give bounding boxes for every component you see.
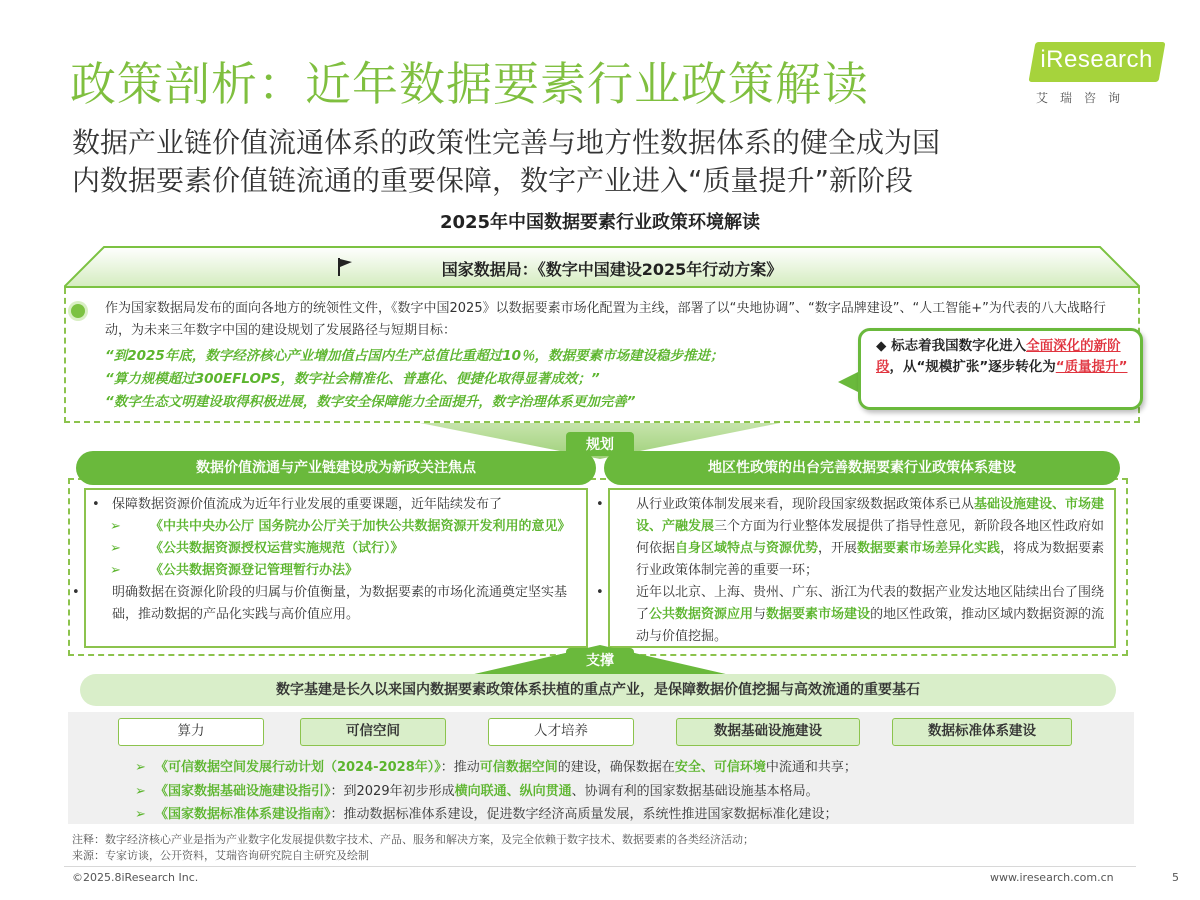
callout-text (876, 336, 1138, 378)
national-quote-3: “数字生态文明建设取得积极进展，数字安全保障能力全面提升，数字治理体系更加完善” (105, 394, 636, 410)
iresearch-logo (1030, 40, 1165, 110)
right-b1-text-3: ，开展 (818, 541, 858, 556)
bullet-icon: • (596, 585, 604, 600)
right-bullet-2 (596, 582, 1110, 648)
left-bullet-1-text: 保障数据资源价值流成为近年行业发展的重要课题，近年陆续发布了 (112, 497, 503, 512)
left-doc-1-text: 《中共中央办公厅 国务院办公厅关于加快公共数据资源开发利用的意见》 (150, 519, 571, 534)
infra-computing: 算力 (118, 718, 264, 746)
notes (72, 832, 754, 864)
right-b1-text-1: 从行业政策体制发展来看，现阶段国家级数据政策体系已从 (636, 497, 975, 512)
left-column-content (72, 494, 582, 626)
diamond-bullet-icon: ◆ (876, 338, 892, 354)
subtitle (72, 124, 1132, 200)
left-doc-1 (92, 516, 582, 538)
right-bullet-1 (596, 494, 1110, 582)
source-text: 来源：专家访谈，公开资料，艾瑞咨询研究院自主研究及绘制 (72, 849, 369, 862)
right-column-header: 地区性政策的出台完善数据要素行业政策体系建设 (604, 451, 1120, 485)
infra-data-standards: 数据标准体系建设 (892, 718, 1072, 746)
bullet-icon: • (596, 497, 604, 512)
infra-trusted-space: 可信空间 (300, 718, 446, 746)
callout-highlight-2: “质量提升” (1055, 359, 1128, 375)
right-b2-text-3: 的地区性政策，推动区域内数据资源的流动与价值挖掘。 (636, 607, 1105, 644)
infra-line-1-post: 中流通和共享； (765, 760, 857, 775)
section-title: 2025年中国数据要素行业政策环境解读 (439, 212, 761, 233)
website-link[interactable]: www.iresearch.com.cn (990, 871, 1114, 884)
infra-line-2-mid: 、协调有利的国家数据基础设施基本格局。 (571, 784, 819, 799)
callout-part-2: ，从“规模扩张”逐步转化为 (889, 359, 1056, 375)
right-b1-highlight-3: 数据要素市场差异化实践 (857, 541, 1001, 556)
infra-data-infrastructure: 数据基础设施建设 (676, 718, 860, 746)
infra-line-1-highlight-2: 安全、可信环境 (674, 760, 766, 775)
left-doc-3-text: 《公共数据资源登记管理暂行办法》 (150, 563, 359, 578)
infra-line-1 (135, 756, 857, 775)
right-b1-highlight-2: 自身区域特点与资源优势 (675, 541, 819, 556)
bullet-icon: • (92, 497, 100, 512)
infra-line-1-doc: 《可信数据空间发展行动计划（2024-2028年）》 (155, 760, 441, 775)
page-number: 5 (1172, 871, 1179, 884)
foundation-bar: 数字基建是长久以来国内数据要素政策体系扶植的重点产业，是保障数据价值挖掘与高效流通的重要基石 (80, 674, 1116, 706)
infra-line-3 (135, 803, 838, 822)
page-title: 政策剖析：近年数据要素行业政策解读 (70, 57, 869, 111)
support-label: 支撑 (566, 648, 634, 672)
subtitle-line-1: 数据产业链价值流通体系的政策性完善与地方性数据体系的健全成为国 (72, 126, 941, 159)
infra-line-3-doc: 《国家数据标准体系建设指南》 (155, 807, 331, 822)
left-bullet-1 (92, 494, 582, 516)
infra-line-1-highlight-1: 可信数据空间 (479, 760, 558, 775)
infra-line-2-doc: 《国家数据基础设施建设指引》 (155, 784, 331, 799)
right-b2-highlight-1: 公共数据资源应用 (649, 607, 754, 622)
infra-talent: 人才培养 (488, 718, 634, 746)
left-bullet-2-text: 明确数据在资源化阶段的归属与价值衡量，为数据要素的市场化流通奠定坚实基础，推动数据的产品化实践与高价值应用。 (112, 585, 568, 622)
left-bullet-2 (72, 582, 582, 626)
national-quote-1: “到2025年底，数字经济核心产业增加值占国内生产总值比重超过10％，数据要素市场建设稳步推进； (105, 348, 724, 364)
callout-part-1: 标志着我国数字化进入 (891, 338, 1027, 354)
logo-word-bg (1028, 42, 1165, 82)
national-title-text: 国家数据局：《数字中国建设2025年行动方案》 (441, 260, 783, 279)
left-column-header: 数据价值流通与产业链建设成为新政关注焦点 (76, 451, 596, 485)
infra-line-1-pre: ：推动 (440, 760, 480, 775)
arrow-bullet-icon: ➢ (110, 519, 121, 534)
bullet-dot-icon (71, 304, 85, 318)
right-b1-highlight-1: 基础设施建设、市场建设、产融发展 (636, 497, 1105, 534)
left-doc-2 (92, 538, 582, 560)
logo-word: iResearch (1040, 46, 1153, 73)
callout-highlight-1: 全面深化的新阶段 (876, 338, 1121, 375)
left-doc-2-text: 《公共数据资源授权运营实施规范（试行）》 (150, 541, 404, 556)
subtitle-line-2: 内数据要素价值链流通的重要保障，数字产业进入“质量提升”新阶段 (72, 164, 914, 197)
infra-line-2-pre: ：到2029年初步形成 (330, 784, 455, 799)
infra-line-1-mid: 的建设，确保数据在 (557, 760, 675, 775)
infra-line-2 (135, 780, 819, 799)
copyright: ©2025.8iResearch Inc. (72, 871, 199, 884)
note-text: 注释：数字经济核心产业是指为产业数字化发展提供数字技术、产品、服务和解决方案，及完全依赖于数字技术、数据要素的各类经济活动； (72, 833, 754, 846)
arrow-bullet-icon: ➢ (110, 563, 121, 578)
national-title (0, 257, 1200, 280)
arrow-bullet-icon: ➢ (135, 807, 146, 822)
right-b1-text-4: ，将成为数据要素行业政策体制完善的重要一环； (636, 541, 1105, 578)
right-column-content (596, 494, 1110, 648)
right-b1-text-2: 三个方面为行业整体发展提供了指导性意见，新阶段各地区性政府如何依据 (636, 519, 1105, 556)
logo-cn: 艾瑞咨询 (1036, 91, 1133, 105)
right-b2-text-1: 近年以北京、上海、贵州、广东、浙江为代表的数据产业发达地区陆续出台了围绕了 (636, 585, 1105, 622)
infra-line-2-highlight-1: 横向联通、纵向贯通 (454, 784, 572, 799)
footer-divider (64, 866, 1136, 867)
national-intro: 作为国家数据局发布的面向各地方的统领性文件，《数字中国2025》以数据要素市场化配置为主线，部署了以“央地协调”、“数字品牌建设”、“人工智能+”为代表的八大战略行动，为未来三年数字中国的建设规划了发展路径与短期目标： (105, 301, 1106, 338)
arrow-bullet-icon: ➢ (135, 784, 146, 799)
national-quote-2: “算力规模超过300EFLOPS，数字社会精准化、普惠化、便捷化取得显著成效；” (105, 371, 600, 387)
plan-label: 规划 (566, 432, 634, 456)
right-b2-text-2: 与 (753, 607, 767, 622)
left-doc-3 (92, 560, 582, 582)
bullet-icon: • (72, 585, 80, 600)
infra-line-3-pre: ：推动数据标准体系建设，促进数字经济高质量发展，系统性推进国家数据标准化建设； (330, 807, 838, 822)
arrow-bullet-icon: ➢ (135, 760, 146, 775)
right-b2-highlight-2: 数据要素市场建设 (766, 607, 871, 622)
arrow-bullet-icon: ➢ (110, 541, 121, 556)
